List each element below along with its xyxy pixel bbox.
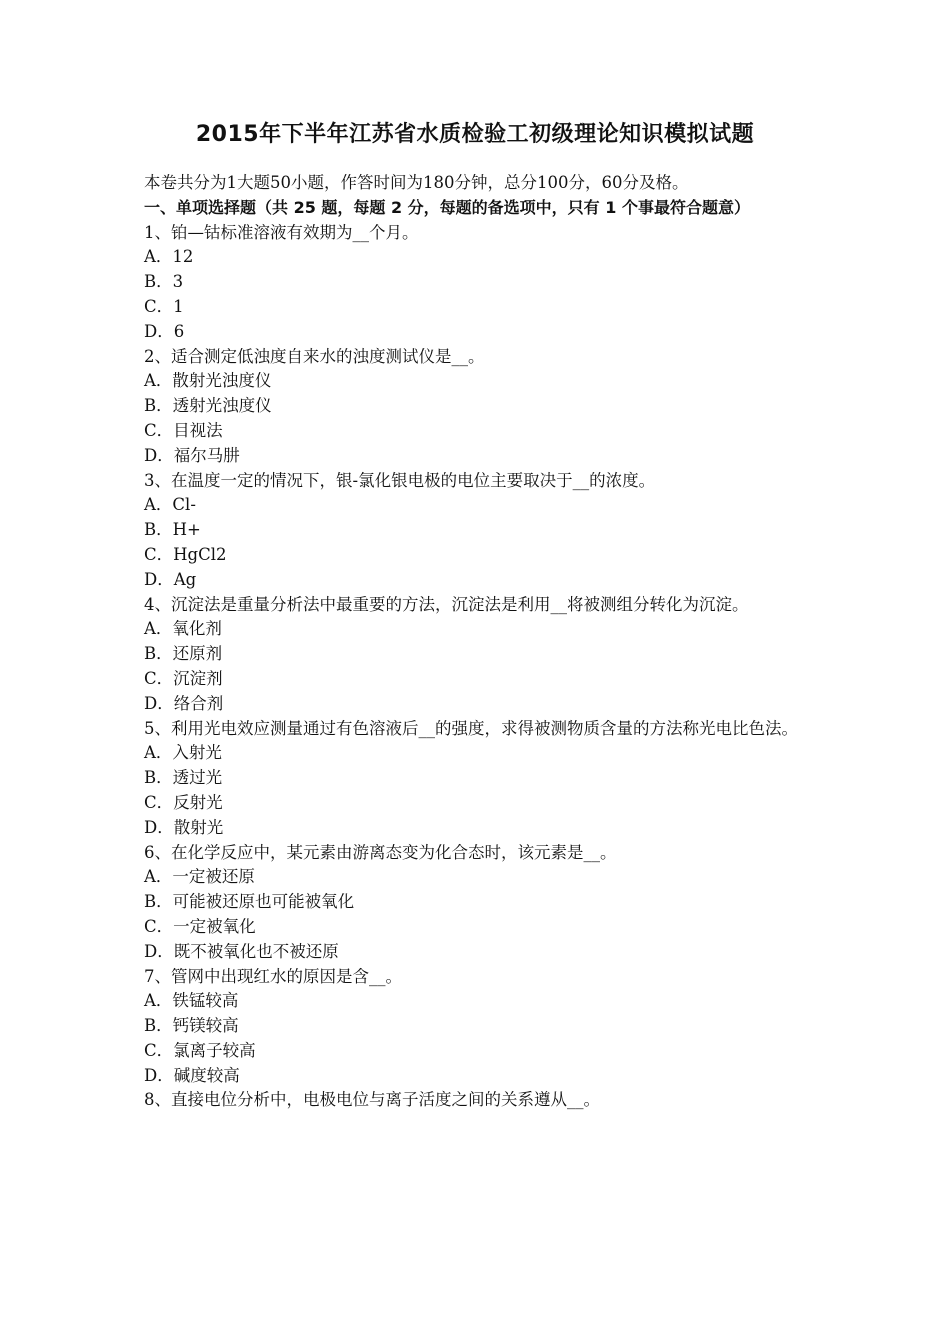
question-3 <box>144 469 814 593</box>
question-4 <box>144 593 814 717</box>
option-a: A．氧化剂 <box>144 619 222 639</box>
option-d: D．既不被氧化也不被还原 <box>144 941 339 961</box>
option-d: D．络合剂 <box>144 693 224 713</box>
question-7 <box>144 965 814 1089</box>
section-heading: 一、单项选择题（共 25 题，每题 2 分，每题的备选项中，只有 1 个事最符合题意） <box>144 197 750 217</box>
question-text: 1、铂—钴标准溶液有效期为__个月。 <box>144 222 419 242</box>
option-b: B．可能被还原也可能被氧化 <box>144 892 355 912</box>
option-d: D．6 <box>144 321 185 341</box>
option-c: C．1 <box>144 296 184 316</box>
option-c: C．HgCl2 <box>144 544 227 564</box>
option-a: A．散射光浊度仪 <box>144 371 272 391</box>
option-a: A．铁锰较高 <box>144 991 239 1011</box>
question-text: 6、在化学反应中，某元素由游离态变为化合态时，该元素是__。 <box>144 842 617 862</box>
question-text: 2、适合测定低浊度自来水的浊度测试仪是__。 <box>144 346 485 366</box>
option-c: C．目视法 <box>144 420 223 440</box>
question-6 <box>144 841 814 965</box>
exam-intro: 本卷共分为1大题50小题，作答时间为180分钟，总分100分，60分及格。 <box>144 173 689 192</box>
option-a: A．入射光 <box>144 743 222 763</box>
question-5 <box>144 717 814 841</box>
document-body <box>144 171 814 1113</box>
question-text: 7、管网中出现红水的原因是含__。 <box>144 966 402 986</box>
option-c: C．氯离子较高 <box>144 1040 256 1060</box>
option-d: D．Ag <box>144 569 197 589</box>
question-text: 4、沉淀法是重量分析法中最重要的方法，沉淀法是利用__将被测组分转化为沉淀。 <box>144 594 749 614</box>
question-8 <box>144 1088 814 1113</box>
question-2 <box>144 345 814 469</box>
page-title: 2015年下半年江苏省水质检验工初级理论知识模拟试题 <box>195 122 755 147</box>
option-b: B．透过光 <box>144 768 223 788</box>
option-d: D．散射光 <box>144 817 224 837</box>
option-b: B．透射光浊度仪 <box>144 396 272 416</box>
option-a: A．Cl- <box>144 495 196 515</box>
option-b: B．还原剂 <box>144 644 223 664</box>
option-b: B．钙镁较高 <box>144 1016 239 1036</box>
question-text: 8、直接电位分析中，电极电位与离子活度之间的关系遵从__。 <box>144 1090 600 1110</box>
question-text: 5、利用光电效应测量通过有色溶液后__的强度，求得被测物质含量的方法称光电比色法。 <box>144 718 798 738</box>
option-c: C．一定被氧化 <box>144 916 256 936</box>
option-b: B．3 <box>144 272 184 292</box>
option-c: C．反射光 <box>144 792 223 812</box>
option-d: D．福尔马肼 <box>144 445 240 465</box>
option-a: A．一定被还原 <box>144 867 255 887</box>
question-1 <box>144 221 814 345</box>
option-b: B．H+ <box>144 520 201 540</box>
option-d: D．碱度较高 <box>144 1065 240 1085</box>
option-c: C．沉淀剂 <box>144 668 223 688</box>
option-a: A．12 <box>144 247 194 267</box>
question-text: 3、在温度一定的情况下，银-氯化银电极的电位主要取决于__的浓度。 <box>144 470 656 490</box>
